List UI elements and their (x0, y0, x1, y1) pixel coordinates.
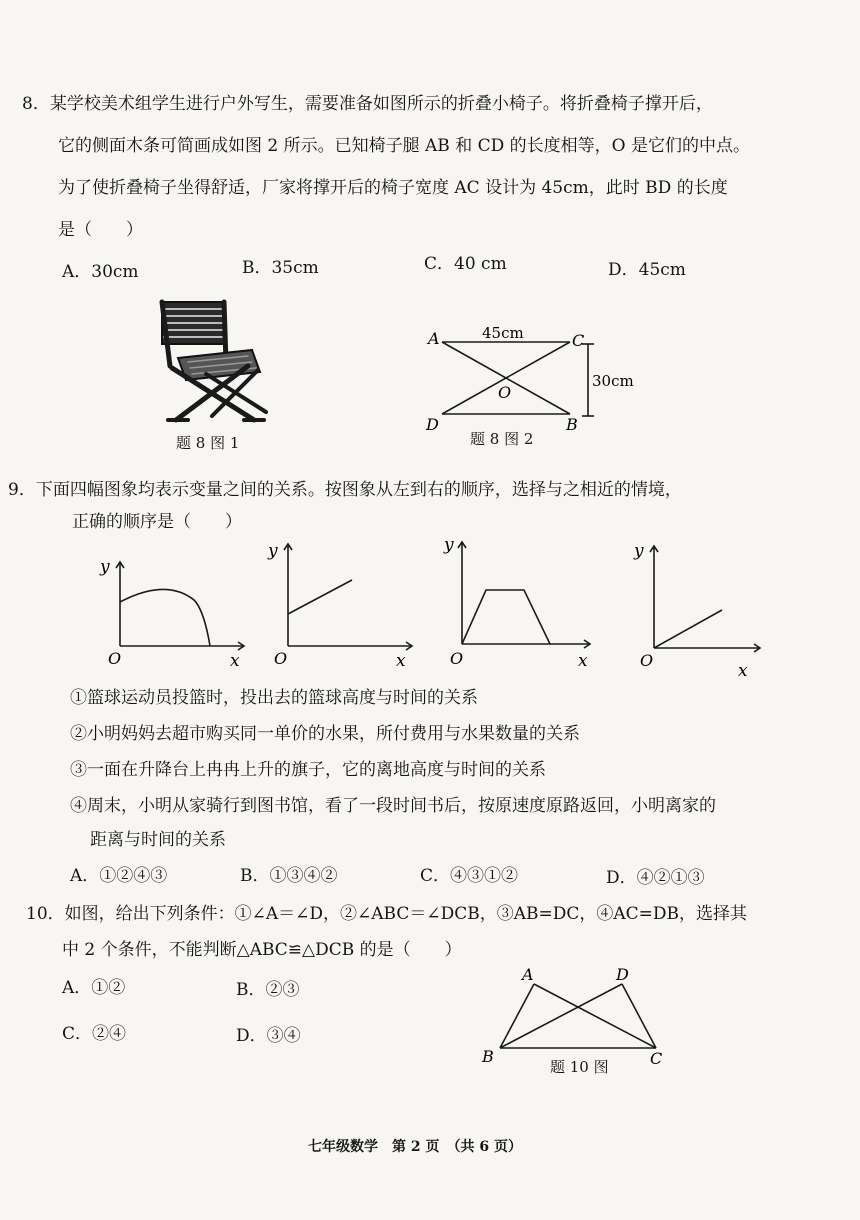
graph4-y-label: y (634, 541, 644, 561)
chair-side-diagram (420, 322, 650, 434)
q8-line-3: 为了使折叠椅子坐得舒适，厂家将撑开后的椅子宽度 AC 设计为 45cm，此时 BD 的长度 (58, 178, 728, 198)
q9-option-c: C．④③①② (420, 866, 519, 886)
graph2-x-label: x (396, 651, 406, 670)
q8-option-a: A．30cm (62, 262, 139, 282)
graph4-origin-label: O (640, 651, 654, 670)
graph2-origin-label: O (274, 649, 288, 668)
q9-option-b: B．①③④② (240, 866, 338, 886)
q10-line-1: 10．如图，给出下列条件：①∠A＝∠D，②∠ABC＝∠DCB，③AB=DC，④AC=DB，选择其 (26, 904, 748, 924)
q9-situation-4a: ④周末，小明从家骑行到图书馆，看了一段时间书后，按原速度原路返回，小明离家的 (70, 796, 716, 816)
graph4-x-label: x (738, 661, 748, 680)
triangle-point-a: A (522, 965, 534, 984)
graph3-x-label: x (578, 651, 588, 670)
q8-line-1: 8．某学校美术组学生进行户外写生，需要准备如图所示的折叠小椅子。将折叠椅子撑开后， (22, 94, 713, 114)
page-footer: 七年级数学 第 2 页 （共 6 页） (308, 1139, 522, 1155)
point-a-label: A (428, 329, 440, 348)
point-d-label: D (426, 415, 439, 434)
q8-line-2: 它的侧面木条可简画成如图 2 所示。已知椅子腿 AB 和 CD 的长度相等，O 是它们的中点。 (58, 136, 750, 156)
q10-option-d: D．③④ (236, 1026, 301, 1046)
q8-fig1-caption: 题 8 图 1 (176, 434, 240, 452)
triangle-point-d: D (616, 965, 629, 984)
q8-fig2-caption: 题 8 图 2 (470, 430, 534, 448)
point-b-label: B (566, 415, 578, 434)
q8-option-b: B．35cm (242, 258, 319, 278)
width-label: 45cm (482, 324, 524, 342)
q9-option-a: A．①②④③ (70, 866, 168, 886)
q9-situation-1: ①篮球运动员投篮时，投出去的篮球高度与时间的关系 (70, 688, 478, 708)
triangle-point-c: C (650, 1049, 663, 1068)
graph1-y-label: y (100, 557, 110, 577)
q8-option-d: D．45cm (608, 260, 686, 280)
q9-situation-3: ③一面在升降台上冉冉上升的旗子，它的离地高度与时间的关系 (70, 760, 546, 780)
q9-option-d: D．④②①③ (606, 868, 705, 888)
graph-3-trapezoid (440, 532, 610, 670)
q9-line-2: 正确的顺序是（ ） (72, 512, 242, 532)
graph2-y-label: y (268, 541, 278, 561)
graph3-origin-label: O (450, 649, 464, 668)
folding-chair-figure (148, 296, 278, 426)
q10-option-c: C．②④ (62, 1024, 127, 1044)
q8-option-c: C．40 cm (424, 254, 507, 274)
height-label: 30cm (592, 372, 634, 390)
graph-1-parabola (96, 548, 256, 674)
q8-line-4: 是（ ） (58, 220, 143, 240)
q9-line-1: 9．下面四幅图象均表示变量之间的关系。按图象从左到右的顺序，选择与之相近的情境， (8, 480, 682, 500)
graph-2-line (266, 534, 426, 670)
q10-caption: 题 10 图 (550, 1058, 609, 1076)
graph1-origin-label: O (108, 649, 122, 668)
triangle-figure (470, 962, 680, 1070)
q10-option-a: A．①② (62, 978, 126, 998)
graph1-x-label: x (230, 651, 240, 671)
graph3-y-label: y (444, 535, 454, 555)
graph-4-line (630, 536, 770, 680)
q9-situation-2: ②小明妈妈去超市购买同一单价的水果，所付费用与水果数量的关系 (70, 724, 580, 744)
q9-situation-4b: 距离与时间的关系 (90, 830, 226, 850)
q10-option-b: B．②③ (236, 980, 300, 1000)
point-c-label: C (572, 331, 585, 350)
q10-line-2: 中 2 个条件，不能判断△ABC≌△DCB 的是（ ） (62, 940, 462, 960)
point-o-label: O (498, 383, 512, 402)
triangle-point-b: B (482, 1047, 494, 1066)
